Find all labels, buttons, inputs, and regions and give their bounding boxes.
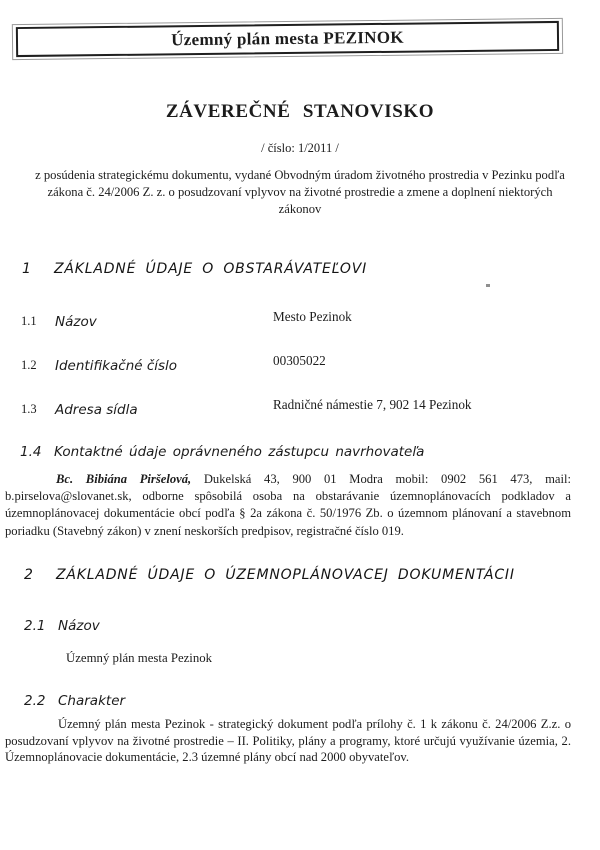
subsection-number: 1.4 — [20, 444, 42, 460]
subsection-1-4-heading — [0, 444, 600, 462]
field-number: 1.2 — [21, 358, 37, 372]
section-1-title: ZÁKLADNÉ ÚDAJE O OBSTARÁVATEĽOVI — [53, 261, 367, 277]
header-box — [12, 18, 563, 60]
field-value: 00305022 — [273, 353, 326, 368]
section-2-heading — [24, 567, 515, 583]
contact-paragraph — [5, 471, 571, 540]
subsection-2-2-body: Územný plán mesta Pezinok - strategický dokument podľa prílohy č. 1 k zákonu č. 24/2006 Z.z. o posudzovaní vplyvov na životné prostredie – II. Politiky, plány a programy, ktoré určujú využívanie územia, 2. Územnoplánovacie dokumentácie, 2.3 územné plány obcí nad 2000 obyvateľov. — [5, 717, 571, 765]
header-title: Územný plán mesta PEZINOK — [171, 27, 404, 50]
doc-number-line: / číslo: 1/2011 / — [261, 141, 339, 155]
field-row-nazov — [0, 309, 600, 332]
section-2-number: 2 — [24, 567, 34, 583]
field-row-adresa-sidla — [0, 397, 600, 420]
subsection-title: Názov — [58, 618, 100, 634]
subsection-title: Kontaktné údaje oprávneného zástupcu navrhovateľa — [54, 444, 425, 460]
section-2-title: ZÁKLADNÉ ÚDAJE O ÚZEMNOPLÁNOVACEJ DOKUMENTÁCII — [55, 567, 515, 583]
subsection-2-1-heading — [0, 618, 600, 636]
header-box-inner — [16, 21, 559, 57]
subsection-number: 2.1 — [24, 618, 46, 634]
section-1-number: 1 — [22, 261, 32, 277]
section-1-heading — [22, 261, 367, 277]
intro-paragraph: z posúdenia strategickému dokumentu, vydané Obvodným úradom životného prostredia v Pezinku podľa zákona č. 24/2006 Z. z. o posudzovaní vplyvov na životné prostredie a zmene a doplnení niektorých zákonov — [35, 168, 565, 216]
subsection-2-2-heading — [0, 693, 600, 711]
contact-person-name: Bc. Bibiána Piršelová, — [56, 472, 192, 486]
field-row-identifikacne-cislo — [0, 353, 600, 376]
field-value: Mesto Pezinok — [273, 309, 352, 324]
field-label: Adresa sídla — [55, 402, 138, 418]
contact-details: Dukelská 43, 900 01 Modra mobil: 0902 561 473, mail: b.pirselova@slovanet.sk, odborne spôsobilá osoba na obstarávanie územnoplánovacích podkladov a územnoplánovacej dokumentácie obcí podľa § 2a zákona č. 50/1976 Zb. o územnom plánovaní a stavebnom poriadku (Stavebný zákon) v znení neskorších predpisov, registračné číslo 019. — [5, 472, 571, 538]
subsection-number: 2.2 — [24, 693, 46, 709]
field-label: Identifikačné číslo — [55, 358, 178, 374]
scan-speck — [486, 284, 490, 287]
subsection-title: Charakter — [58, 693, 126, 709]
field-number: 1.3 — [21, 402, 37, 416]
doc-title: ZÁVEREČNÉ STANOVISKO — [165, 101, 435, 122]
field-label: Názov — [55, 314, 97, 330]
field-value: Radničné námestie 7, 902 14 Pezinok — [273, 397, 472, 412]
field-number: 1.1 — [21, 314, 37, 328]
subsection-2-1-body: Územný plán mesta Pezinok — [66, 651, 213, 665]
